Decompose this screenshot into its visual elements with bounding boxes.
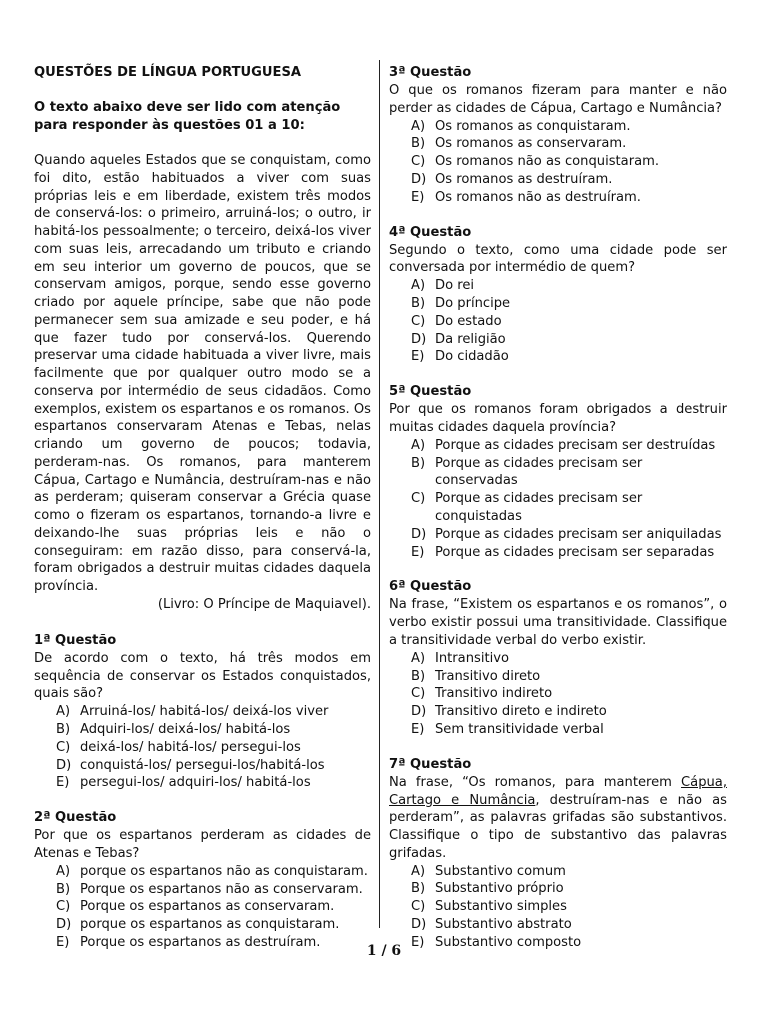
option-item (56, 739, 371, 757)
option-item (56, 721, 371, 739)
question-title: 1ª Questão (34, 632, 117, 648)
option-text: Intransitivo (435, 650, 509, 666)
option-letter: B) (56, 721, 71, 737)
option-text: Os romanos as destruíram. (435, 171, 613, 187)
option-text: Os romanos as conquistaram. (435, 118, 631, 134)
question-7 (389, 756, 727, 952)
option-letter: B) (56, 881, 71, 897)
option-letter: D) (411, 331, 427, 347)
option-item (411, 455, 727, 491)
right-column (389, 64, 727, 969)
option-item (56, 881, 371, 899)
option-item (411, 526, 727, 544)
option-item (411, 668, 727, 686)
option-text: Porque os espartanos não as conservaram. (80, 881, 363, 897)
option-letter: A) (411, 437, 426, 453)
question-2 (34, 809, 371, 952)
option-item (411, 863, 727, 881)
option-letter: B) (411, 295, 426, 311)
option-letter: A) (56, 704, 71, 720)
option-letter: A) (411, 118, 426, 134)
question-text: O que os romanos fizeram para manter e não perder as cidades de Cápua, Cartago e Numância? (389, 83, 727, 116)
option-item (56, 774, 371, 792)
question-4 (389, 224, 727, 367)
question-title: 5ª Questão (389, 384, 472, 400)
option-item (56, 916, 371, 934)
option-item (411, 313, 727, 331)
option-text: Transitivo direto (435, 668, 541, 684)
passage-text: Quando aqueles Estados que se conquistam, como foi dito, estão habituados a viver com suas próprias leis e em liberdade, existem três modos de conservá-los: o primeiro, arruiná-los; o outro, ir habitá-los pessoalmente; o terceiro, deixá-los viver com suas leis, arrecadando um tributo e criando em seu interior um governo de poucos, que se conservam amigos, porque, sendo esse governo criado por aquele príncipe, sabe que não pode permanecer sem sua amizade e seu poder, e há que fazer tudo por conservá-los. Querendo preservar uma cidade habituada a viver livre, mais facilmente que por qualquer outro modo se a conserva por intermédio de seus cidadãos. Como exemplos, existem os espartanos e os romanos. Os espartanos conservaram Atenas e Tebas, nelas criando um governo de poucos; todavia, perderam-nas. Os romanos, para manterem Cápua, Cartago e Numância, destruíram-nas e não as perderam; quiseram conservar a Grécia quase como o fizeram os espartanos, tornando-a livre e deixando-lhe suas próprias leis e não o conseguiram: em razão disso, para conservá-la, foram obrigados a destruir muitas cidades daquela província. (34, 153, 371, 595)
option-item (411, 490, 727, 526)
question-text-after: , destruíram-nas e não as perderam”, as palavras grifadas são substantivos. Classifique o tipo de substantivo das palavras grifadas. (389, 792, 727, 861)
option-item (56, 757, 371, 775)
option-item (411, 189, 727, 207)
option-item (411, 277, 727, 295)
option-letter: D) (56, 757, 72, 773)
option-text: Porque as cidades precisam ser destruídas (435, 437, 716, 453)
question-title: 7ª Questão (389, 756, 472, 772)
option-letter: E) (411, 934, 425, 950)
page-number: 1 / 6 (366, 943, 402, 959)
option-text: Os romanos não as destruíram. (435, 189, 641, 205)
option-text: Transitivo indireto (435, 686, 553, 702)
option-letter: E) (56, 934, 70, 950)
option-text: Porque as cidades precisam ser separadas (435, 544, 715, 560)
option-item (411, 437, 727, 455)
option-text: Substantivo simples (435, 899, 567, 915)
option-letter: A) (411, 650, 426, 666)
option-item (411, 348, 727, 366)
option-letter: A) (56, 863, 71, 879)
question-text: Na frase, “Existem os espartanos e os romanos”, o verbo existir possui uma transitividade. Classifique a transitividade verbal do verbo existir. (389, 597, 727, 648)
option-text: Porque os espartanos as conservaram. (80, 899, 335, 915)
option-text: Porque os espartanos as destruíram. (80, 934, 321, 950)
question-5 (389, 383, 727, 561)
underlined-words: Cápua, Cartago e Numância (389, 774, 727, 808)
option-letter: C) (411, 313, 426, 329)
option-text: Porque as cidades precisam ser conservadas (435, 455, 643, 489)
option-text: Porque as cidades precisam ser conquistadas (435, 491, 643, 524)
option-text: Do cidadão (435, 349, 509, 365)
option-text: Transitivo direto e indireto (435, 704, 607, 720)
option-item (411, 898, 727, 916)
option-item (411, 118, 727, 136)
option-letter: A) (411, 278, 426, 294)
option-item (411, 331, 727, 349)
option-letter: C) (411, 491, 426, 507)
option-letter: B) (411, 668, 426, 684)
question-title: 3ª Questão (389, 65, 472, 80)
option-text: porque os espartanos não as conquistaram. (80, 863, 368, 879)
option-item (411, 880, 727, 898)
option-letter: B) (411, 455, 426, 471)
instructions: O texto abaixo deve ser lido com atenção para responder às questões 01 a 10: (34, 100, 341, 133)
question-text: Segundo o texto, como uma cidade pode ser conversada por intermédio de quem? (389, 242, 727, 276)
option-item (411, 916, 727, 934)
option-letter: E) (411, 189, 425, 205)
options-list (389, 118, 727, 207)
option-item (411, 135, 727, 153)
options-list (34, 703, 371, 792)
option-text: Porque as cidades precisam ser aniquiladas (435, 526, 722, 542)
option-letter: B) (411, 136, 426, 152)
option-letter: C) (56, 739, 71, 755)
option-item (56, 898, 371, 916)
option-item (411, 650, 727, 668)
option-text: Sem transitividade verbal (435, 721, 604, 737)
option-item (56, 863, 371, 881)
document-title: QUESTÕES DE LÍNGUA PORTUGUESA (34, 65, 302, 80)
options-list (389, 437, 727, 562)
option-letter: A) (411, 863, 426, 879)
option-letter: C) (411, 899, 426, 915)
option-text: Do príncipe (435, 295, 511, 311)
option-text: Do rei (435, 278, 475, 294)
option-text: Do estado (435, 313, 502, 329)
left-column (34, 64, 371, 969)
question-text (389, 774, 727, 863)
option-letter: D) (411, 917, 427, 933)
option-letter: D) (56, 917, 72, 933)
question-3 (389, 64, 727, 207)
option-text: Substantivo composto (435, 934, 582, 950)
option-letter: E) (411, 544, 425, 560)
option-letter: D) (411, 526, 427, 542)
option-letter: D) (411, 171, 427, 187)
option-item (411, 685, 727, 703)
option-item (411, 171, 727, 189)
question-6 (389, 578, 727, 738)
option-item (411, 721, 727, 739)
option-text: conquistá-los/ persegui-los/habitá-los (80, 757, 325, 773)
option-text: Substantivo próprio (435, 881, 564, 897)
column-divider (379, 60, 380, 928)
option-text: deixá-los/ habitá-los/ persegui-los (80, 739, 301, 755)
question-text: De acordo com o texto, há três modos em sequência de conservar os Estados conquistados, quais são? (34, 650, 371, 702)
option-text: Da religião (435, 331, 506, 347)
option-text: Arruiná-los/ habitá-los/ deixá-los viver (80, 704, 329, 720)
option-item (56, 703, 371, 721)
question-text: Por que os romanos foram obrigados a destruir muitas cidades daquela província? (389, 402, 727, 435)
option-letter: E) (411, 349, 425, 365)
option-letter: B) (411, 881, 426, 897)
option-text: persegui-los/ adquiri-los/ habitá-los (80, 775, 311, 791)
option-text: porque os espartanos as conquistaram. (80, 917, 340, 933)
option-item (411, 544, 727, 562)
options-list (34, 863, 371, 952)
option-text: Os romanos não as conquistaram. (435, 154, 660, 170)
option-item (411, 295, 727, 313)
question-1 (34, 632, 371, 792)
question-title: 2ª Questão (34, 810, 117, 826)
options-list (389, 863, 727, 952)
option-text: Substantivo comum (435, 863, 566, 879)
option-item (411, 153, 727, 171)
question-text-before: Na frase, “Os romanos, para manterem (389, 774, 682, 790)
option-letter: C) (56, 899, 71, 915)
option-letter: D) (411, 704, 427, 720)
options-list (389, 277, 727, 366)
options-list (389, 650, 727, 739)
option-text: Adquiri-los/ deixá-los/ habitá-los (80, 721, 291, 737)
option-letter: C) (411, 154, 426, 170)
option-letter: E) (56, 775, 70, 791)
option-letter: E) (411, 721, 425, 737)
option-letter: C) (411, 686, 426, 702)
option-text: Os romanos as conservaram. (435, 136, 627, 152)
question-text: Por que os espartanos perderam as cidades de Atenas e Tebas? (34, 828, 371, 861)
question-title: 6ª Questão (389, 579, 472, 595)
question-title: 4ª Questão (389, 224, 472, 240)
option-item (411, 703, 727, 721)
passage-source: (Livro: O Príncipe de Maquiavel). (157, 596, 371, 612)
option-text: Substantivo abstrato (435, 917, 572, 933)
